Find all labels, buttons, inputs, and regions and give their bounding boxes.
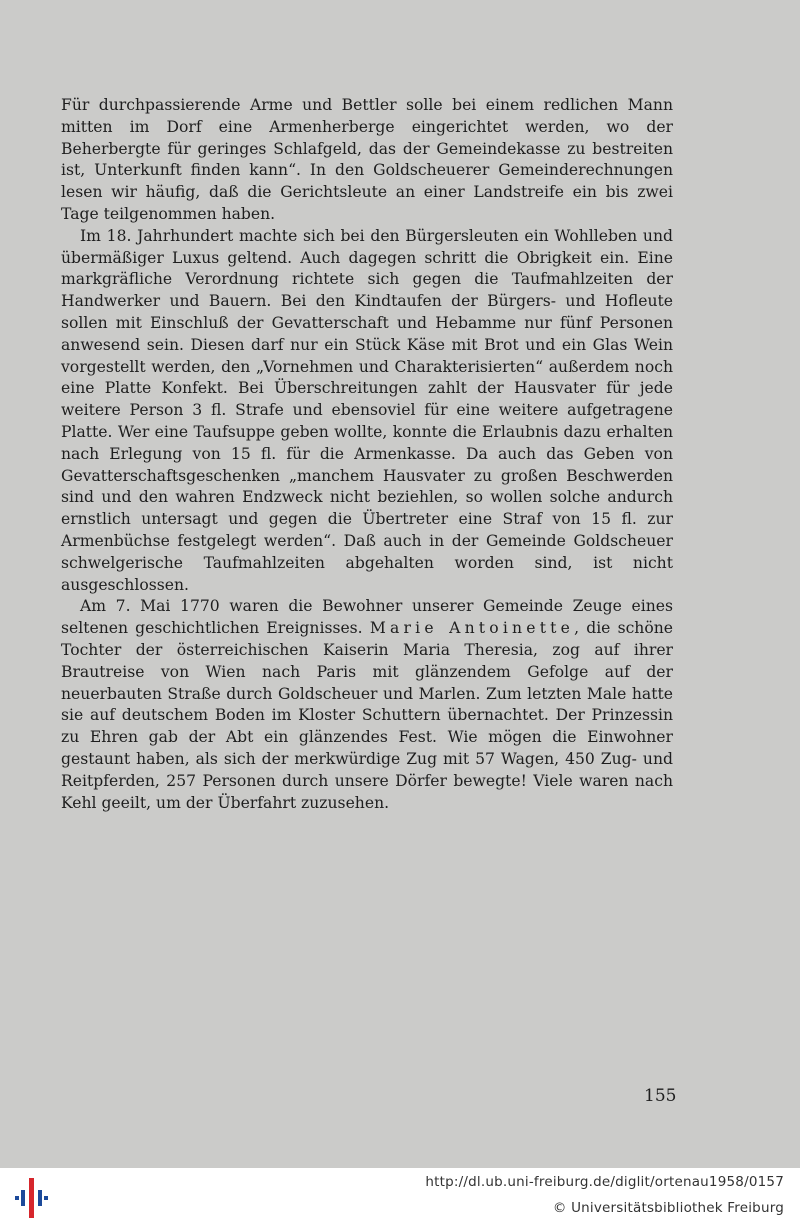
page-number: 155: [644, 1086, 677, 1106]
body-text: [61, 95, 673, 814]
paragraph-1: Für durchpassierende Arme und Bettler solle bei einem redlichen Mann mitten im Dorf eine Armenherberge eingerichtet werden, wo der Beherbergte für geringes Schlafgeld, das der Gemeindekasse zu bestreiten ist, Unterkunft finden kann“. In den Goldscheuerer Gemeinderechnungen lesen wir häufig, daß die Gerichtsleute an einer Landstreife ein bis zwei Tage teilgenommen haben.: [61, 96, 673, 223]
source-url-link[interactable]: http://dl.ub.uni-freiburg.de/diglit/ortenau1958/0157: [425, 1174, 784, 1190]
spaced-name: Marie Antoinette: [369, 619, 575, 638]
copyright-notice: © Universitätsbibliothek Freiburg: [552, 1200, 784, 1216]
paragraph-3-start: Am 7. Mai 1770 waren die Bewohner unserer Gemeinde Zeuge eines seltenen geschichtlichen Ereignisses.: [61, 597, 673, 638]
paragraph-3: [61, 596, 673, 814]
ub-freiburg-logo-icon[interactable]: [12, 1176, 52, 1220]
footer-bar: [0, 1168, 800, 1226]
paragraph-2: Im 18. Jahrhundert machte sich bei den Bürgersleuten ein Wohlleben und übermäßiger Luxus geltend. Auch dagegen schritt die Obrigkeit ein. Eine markgräfliche Verordnung richtete sich gegen die Taufmahlzeiten der Handwerker und Bauern. Bei den Kindtaufen der Bürgers- und Hofleute sollen mit Einschluß der Gevatterschaft und Hebamme nur fünf Personen anwesend sein. Diesen darf nur ein Stück Käse mit Brot und ein Glas Wein vorgestellt werden, den „Vornehmen und Charakterisierten“ außerdem noch eine Platte Konfekt. Bei Überschreitungen zahlt der Hausvater für jede weitere Person 3 fl. Strafe und ebensoviel für eine weitere aufgetragene Platte. Wer eine Taufsuppe geben wollte, konnte die Erlaubnis dazu erhalten nach Erlegung von 15 fl. für die Armenkasse. Da auch das Geben von Gevatterschaftsgeschenken „manchem Hausvater zu großen Beschwerden sind und den wahren Endzweck nicht beziehlen, so wollen solche andurch ernstlich untersagt und gegen die Übertreter eine Straf von 15 fl. zur Armenbüchse festgelegt werden“. Daß auch in der Gemeinde Goldscheuer schwelgerische Taufmahlzeiten abgehalten worden sind, ist nicht ausgeschlossen.: [61, 226, 673, 594]
paragraph-3-end: , die schöne Tochter der österreichischen Kaiserin Maria Theresia, zog auf ihrer Brautreise von Wien nach Paris mit glänzendem Gefolge auf der neuerbauten Straße durch Goldscheuer und Marlen. Zum letzten Male hatte sie auf deutschem Boden im Kloster Schuttern übernachtet. Der Prinzessin zu Ehren gab der Abt ein glänzendes Fest. Wie mögen die Einwohner gestaunt haben, als sich der merkwürdige Zug mit 57 Wagen, 450 Zug- und Reitpferden, 257 Personen durch unsere Dörfer bewegte! Viele waren nach Kehl geeilt, um der Überfahrt zuzusehen.: [61, 619, 674, 812]
